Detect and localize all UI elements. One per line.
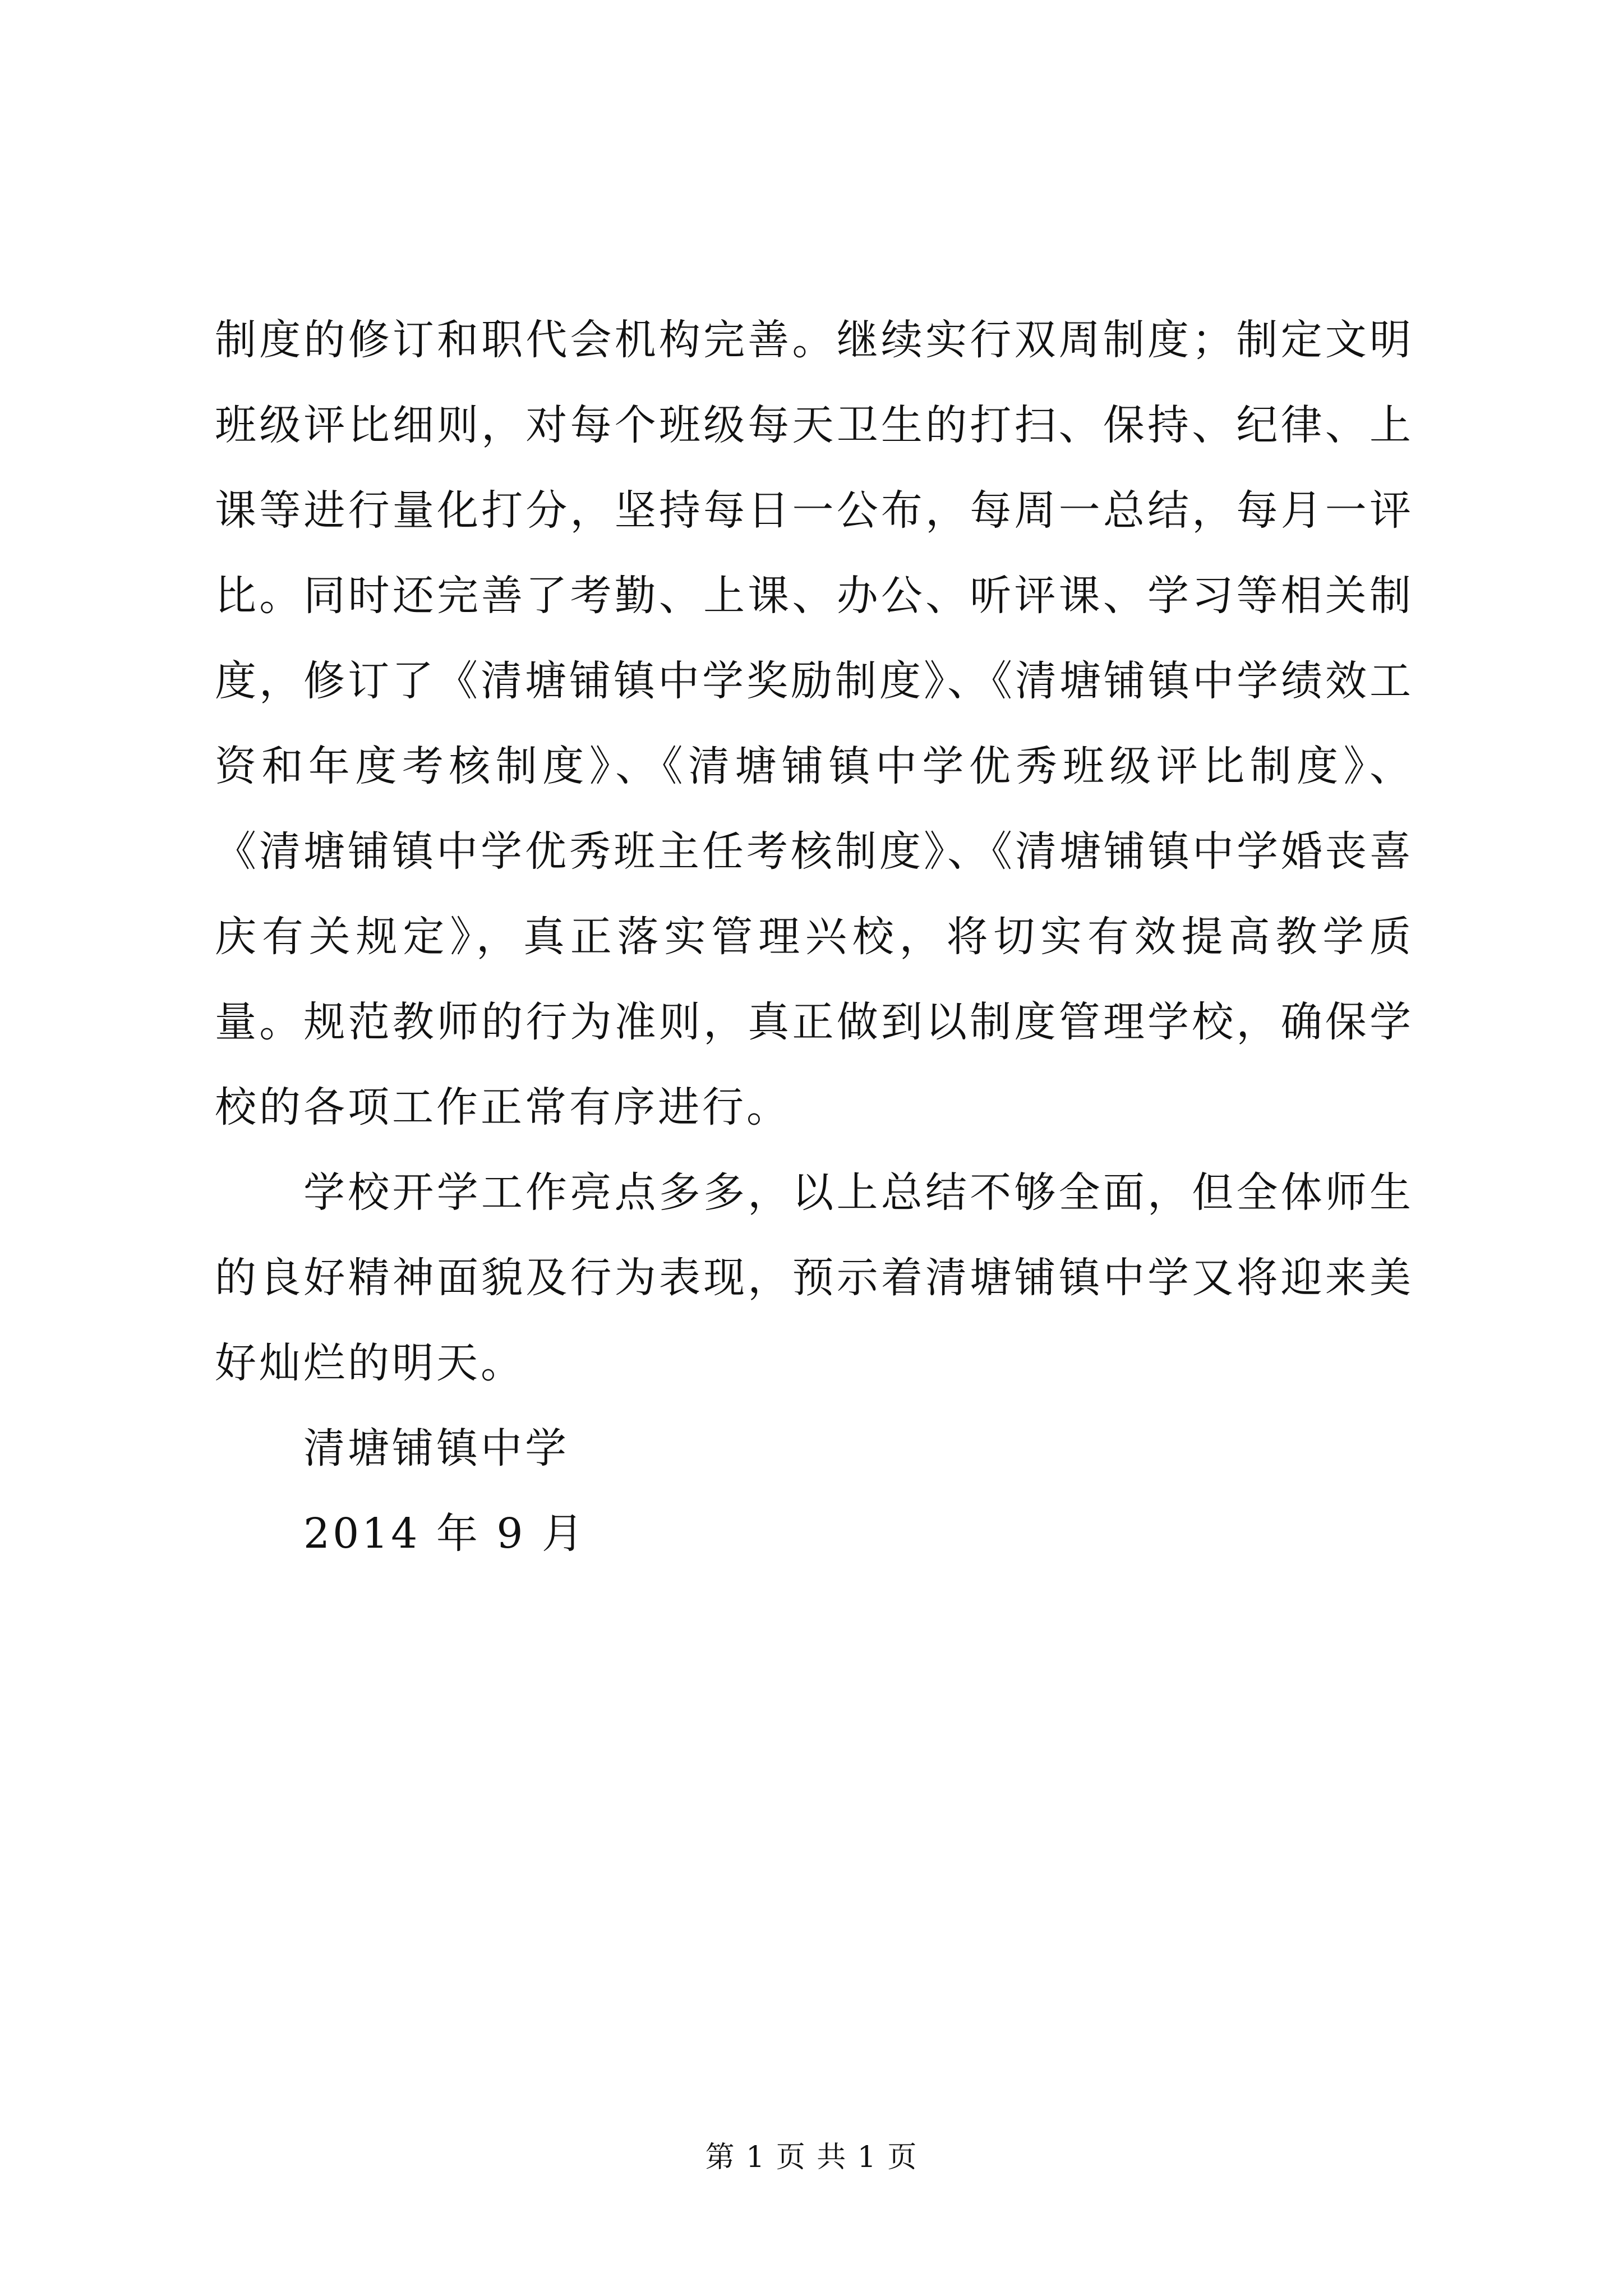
document-body xyxy=(215,297,1414,1576)
paragraph-summary: 学校开学工作亮点多多，以上总结不够全面，但全体师生的良好精神面貌及行为表现，预示着清塘铺镇中学又将迎来美好灿烂的明天。 xyxy=(215,1168,1414,1387)
signature-date: 2014 年 9 月 xyxy=(303,1510,586,1558)
signature-organization: 清塘铺镇中学 xyxy=(303,1424,569,1473)
paragraph-regulations: 制度的修订和职代会机构完善。继续实行双周制度；制定文明班级评比细则，对每个班级每天卫生的打扫、保持、纪律、上课等进行量化打分，坚持每日一公布，每周一总结，每月一评比。同时还完善了考勤、上课、办公、听评课、学习等相关制度，修订了《清塘铺镇中学奖励制度》、《清塘铺镇中学绩效工资和年度考核制度》、《清塘铺镇中学优秀班级评比制度》、《清塘铺镇中学优秀班主任考核制度》、《清塘铺镇中学婚丧喜庆有关规定》，真正落实管理兴校，将切实有效提高教学质量。规范教师的行为准则，真正做到以制度管理学校，确保学校的各项工作正常有序进行。 xyxy=(215,316,1414,1131)
page-footer: 第 1 页 共 1 页 xyxy=(705,2141,918,2174)
